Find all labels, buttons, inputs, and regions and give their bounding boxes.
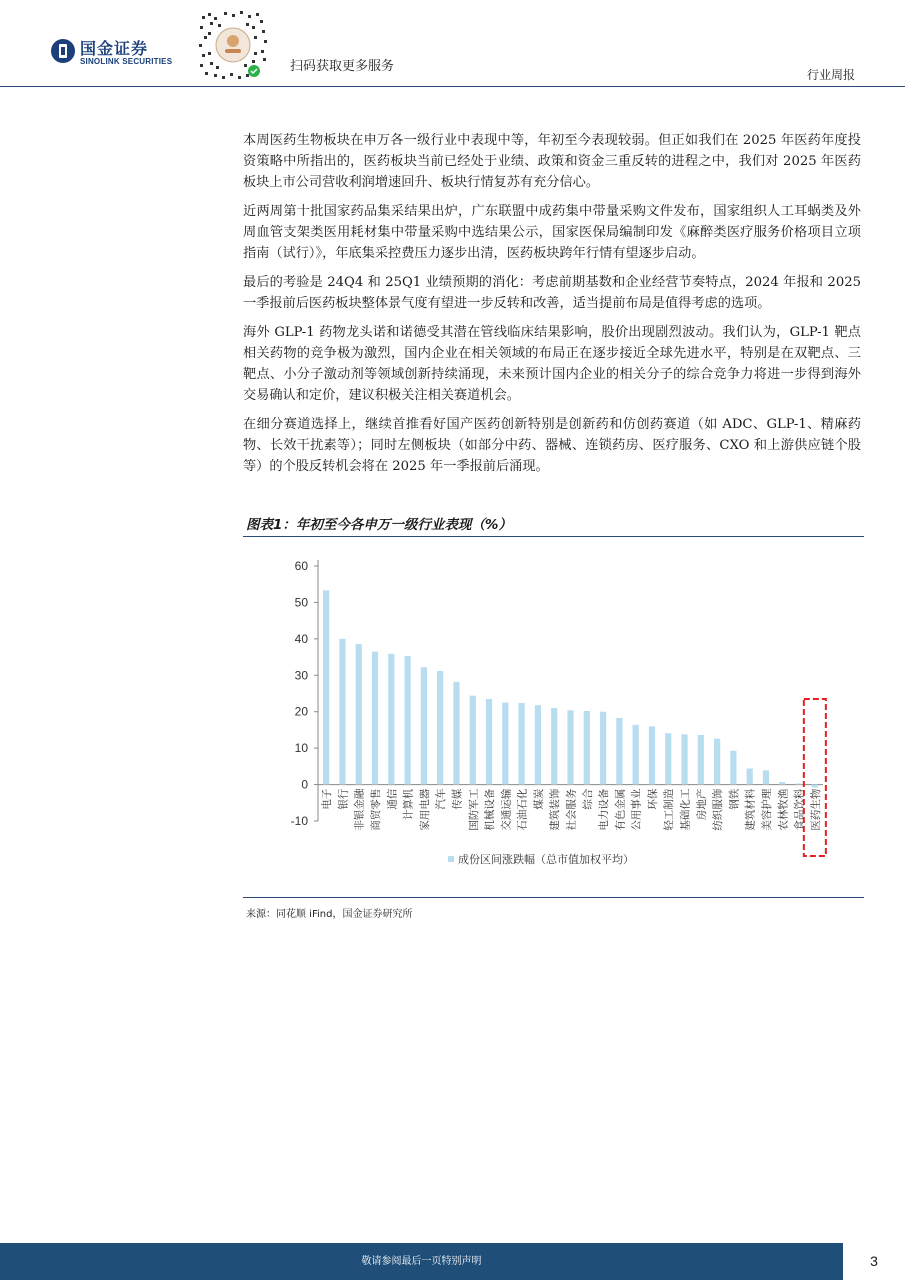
bar-建筑材料 xyxy=(747,769,753,785)
x-tick-label: 传媒 xyxy=(451,788,464,810)
x-tick-label: 银行 xyxy=(337,788,350,810)
legend-label: 成份区间涨跌幅（总市值加权平均） xyxy=(458,853,634,866)
bar-煤炭 xyxy=(535,705,541,784)
x-tick-label: 公用事业 xyxy=(630,788,643,831)
bar-农林牧渔 xyxy=(779,782,785,785)
x-tick-label: 轻工制造 xyxy=(663,788,676,831)
y-tick-label: -10 xyxy=(290,814,308,828)
y-tick-label: 60 xyxy=(294,559,308,573)
x-tick-label: 汽车 xyxy=(435,788,448,810)
x-tick-label: 有色金属 xyxy=(614,788,627,831)
x-tick-label: 美容护理 xyxy=(760,788,773,831)
bar-食品饮料 xyxy=(795,783,801,784)
bar-钢铁 xyxy=(730,751,736,785)
bar-轻工制造 xyxy=(665,733,671,784)
industry-performance-chart xyxy=(243,538,864,896)
paragraph: 本周医药生物板块在申万各一级行业中表现中等，年初至今表现较弱。但正如我们在 2025 年医药年度投资策略中所指出的，医药板块当前已经处于业绩、政策和资金三重反转的进程之中，我们对 2025 年医药板块上市公司营收利润增速回升、板块行情复苏有充分信心。 xyxy=(243,133,861,190)
bar-国防军工 xyxy=(470,696,476,785)
report-body xyxy=(243,130,861,485)
header-divider xyxy=(0,86,905,87)
bar-家用电器 xyxy=(421,667,427,784)
x-tick-label: 社会服务 xyxy=(565,788,578,831)
y-tick-label: 30 xyxy=(294,668,308,683)
bar-交通运输 xyxy=(502,703,508,785)
bar-医药生物 xyxy=(812,785,818,788)
bar-汽车 xyxy=(437,671,443,785)
paragraph: 近两周第十批国家药品集采结果出炉，广东联盟中成药集中带量采购文件发布，国家组织人工耳蜗类及外周血管支架类医用耗材集中带量采购中选结果公示，国家医保局编制印发《麻醉类医疗服务价格项目立项指南（试行）》，年底集采控费压力逐步出清，医药板块跨年行情有望逐步启动。 xyxy=(243,204,861,261)
x-tick-label: 食品饮料 xyxy=(793,788,806,831)
x-tick-label: 交通运输 xyxy=(500,788,513,831)
qr-code-icon[interactable] xyxy=(196,8,270,82)
logo-english-name: SINOLINK SECURITIES xyxy=(80,57,173,66)
x-tick-label: 房地产 xyxy=(695,788,708,821)
bar-电子 xyxy=(323,590,329,784)
y-tick-label: 0 xyxy=(301,777,308,792)
bar-通信 xyxy=(388,654,394,785)
x-tick-label: 国防军工 xyxy=(467,788,480,831)
y-tick-label: 10 xyxy=(294,741,308,756)
figure-title-bar xyxy=(243,510,864,537)
x-tick-label: 电力设备 xyxy=(598,788,611,831)
x-tick-label: 家用电器 xyxy=(418,788,431,831)
report-type-label: 行业周报 xyxy=(806,68,855,82)
x-tick-label: 商贸零售 xyxy=(370,788,383,831)
x-tick-label: 建筑材料 xyxy=(744,788,757,831)
footer-disclaimer: 敬请参阅最后一页特别声明 xyxy=(361,1256,482,1267)
page-header xyxy=(0,0,905,88)
y-tick-label: 40 xyxy=(294,631,308,646)
sinolink-logo-icon xyxy=(50,38,76,64)
bar-公用事业 xyxy=(633,725,639,785)
y-tick-label: 20 xyxy=(294,704,308,719)
bar-综合 xyxy=(584,711,590,785)
page-number: 3 xyxy=(870,1253,878,1269)
figure-source: 来源：同花顺 iFind，国金证券研究所 xyxy=(246,909,413,920)
bar-环保 xyxy=(649,726,655,784)
x-tick-label: 煤炭 xyxy=(532,788,545,810)
paragraph: 海外 GLP-1 药物龙头诺和诺德受其潜在管线临床结果影响，股价出现剧烈波动。我们认为，GLP-1 靶点相关药物的竞争极为激烈，国内企业在相关领域的布局正在逐步接近全球先进水平，特别是在双靶点、三靶点、小分子激动剂等领域创新持续涌现，未来预计国内企业的相关分子的综合竞争力将进一步得到海外交易确认和定价，建议积极关注相关赛道机会。 xyxy=(243,325,861,403)
bar-社会服务 xyxy=(567,710,573,784)
x-tick-label: 环保 xyxy=(646,788,659,810)
bar-房地产 xyxy=(698,735,704,785)
x-tick-label: 石油石化 xyxy=(516,788,529,831)
legend-swatch xyxy=(448,856,454,862)
bar-银行 xyxy=(339,639,345,785)
figure-bottom-divider xyxy=(243,897,864,898)
bar-美容护理 xyxy=(763,770,769,784)
x-tick-label: 机械设备 xyxy=(484,788,497,831)
x-tick-label: 通信 xyxy=(386,788,399,810)
page-footer xyxy=(0,1243,905,1280)
y-tick-label: 50 xyxy=(294,595,308,610)
x-tick-label: 建筑装饰 xyxy=(549,788,562,831)
x-tick-label: 纺织服饰 xyxy=(712,788,725,831)
x-tick-label: 电子 xyxy=(321,788,334,810)
bar-计算机 xyxy=(405,656,411,785)
x-tick-label: 基础化工 xyxy=(679,788,692,831)
bar-传媒 xyxy=(453,682,459,785)
bar-电力设备 xyxy=(600,712,606,785)
highlight-box xyxy=(804,699,826,856)
bar-商贸零售 xyxy=(372,652,378,785)
paragraph: 最后的考验是 24Q4 和 25Q1 业绩预期的消化：考虑前期基数和企业经营节奏特点，2024 年报和 2025 一季报前后医药板块整体景气度有望进一步反转和改善，适当提前布局是值得考虑的选项。 xyxy=(243,275,861,311)
x-tick-label: 综合 xyxy=(581,788,594,810)
x-tick-label: 医药生物 xyxy=(809,788,822,831)
bar-纺织服饰 xyxy=(714,739,720,785)
logo-chinese-name: 国金证券 xyxy=(80,39,149,58)
bar-非银金融 xyxy=(356,644,362,785)
bar-建筑装饰 xyxy=(551,708,557,785)
qr-prompt-text: 扫码获取更多服务 xyxy=(290,59,395,74)
x-tick-label: 计算机 xyxy=(402,788,415,821)
x-tick-label: 钢铁 xyxy=(728,788,741,810)
figure-title: 图表1：年初至今各申万一级行业表现（%） xyxy=(246,517,512,533)
x-tick-label: 非银金融 xyxy=(353,788,366,831)
x-tick-label: 农林牧渔 xyxy=(777,788,790,831)
bar-石油石化 xyxy=(519,703,525,785)
paragraph: 在细分赛道选择上，继续首推看好国产医药创新特别是创新药和仿创药赛道（如 ADC、GLP-1、精麻药物、长效干扰素等）；同时左侧板块（如部分中药、器械、连锁药房、医疗服务、CXO 和上游供应链个股等）的个股反转机会将在 2025 年一季报前后涌现。 xyxy=(243,417,861,474)
bar-机械设备 xyxy=(486,699,492,785)
bar-基础化工 xyxy=(681,734,687,784)
bar-有色金属 xyxy=(616,718,622,785)
